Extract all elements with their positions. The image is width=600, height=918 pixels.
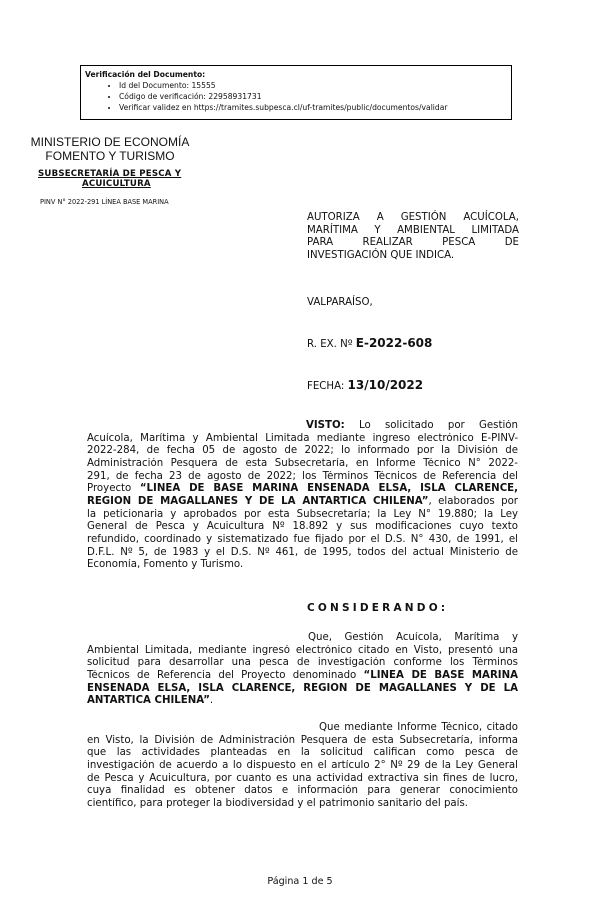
bold-text: “LÍNEA DE BASE MARINA ENSENADA ELSA, ISLA CLARENCE, — [139, 483, 518, 495]
text-line — [87, 632, 518, 645]
text-line — [87, 785, 518, 798]
text-line — [87, 773, 518, 786]
text: que las actividades planteadas en la solicitud califican como pesca de — [87, 747, 518, 759]
ministry-line-2: FOMENTO Y TURISMO — [45, 148, 175, 163]
considerando-paragraph-1 — [87, 632, 518, 708]
text-line — [87, 521, 518, 534]
resolution-date — [307, 378, 423, 392]
text: refundido, coordinado y sistematizado fue fijado por el D.S. N° 430, de 1991, el — [87, 533, 518, 545]
text-line — [87, 471, 518, 484]
text-line — [87, 547, 518, 560]
text: de Pesca y Acuicultura, por cuanto es una actividad extractiva sin fines de lucro, — [87, 772, 518, 784]
text: la peticionaria y aprobados por esta Subsecretaría; la Ley N° 19.880; la Ley — [87, 508, 518, 520]
text-line — [87, 458, 518, 471]
text: Lo solicitado por Gestión — [344, 420, 518, 431]
text: . — [209, 695, 214, 707]
page-number: Página 1 de 5 — [267, 876, 333, 887]
text-line — [87, 420, 518, 433]
text: científico, para proteger la biodiversidad y el patrimonio sanitario del país. — [87, 797, 469, 809]
authorize-line: MARÍTIMA Y AMBIENTAL LIMITADA — [307, 224, 519, 236]
text-line — [87, 534, 518, 547]
text: Técnicos de Referencia del Proyecto denominado — [87, 669, 364, 681]
text: Que, Gestión Acuícola, Marítima y — [308, 632, 518, 643]
text-line — [87, 735, 518, 748]
verification-url: • Verificar validez en https://tramites.subpesca.cl/uf-tramites/public/documentos/validar — [119, 102, 505, 113]
verification-id: • Id del Documento: 15555 — [119, 80, 505, 91]
text-line — [87, 657, 518, 670]
text-line — [87, 483, 518, 496]
verification-list — [85, 80, 505, 113]
text-line — [87, 645, 518, 658]
text-line — [87, 559, 518, 572]
text: en Visto, la División de Administración Pesquera de esta Subsecretaría, informa — [87, 734, 518, 746]
text: D.F.L. Nº 5, de 1983 y el D.S. Nº 461, de 1995, todos del actual Ministerio de — [87, 546, 518, 558]
text-line — [87, 496, 518, 509]
text: cuya finalidad es obtener datos e información para generar conocimiento — [87, 785, 518, 797]
verification-title: Verificación del Documento: — [85, 70, 206, 79]
text-line — [87, 798, 518, 811]
resolution-number — [307, 336, 432, 350]
text: Economía, Fomento y Turismo. — [87, 559, 244, 571]
text-line — [87, 433, 518, 446]
visto-paragraph — [87, 420, 518, 572]
bold-text: VISTO: — [306, 420, 345, 431]
text-line — [87, 683, 518, 696]
text: Proyecto — [87, 483, 140, 495]
text: Ambiental Limitada, mediante ingresó electrónico citado en Visto, presentó una — [87, 644, 518, 656]
text-line — [87, 670, 518, 683]
authorize-line: AUTORIZA A GESTIÓN ACUÍCOLA, — [307, 212, 519, 223]
text-line — [87, 760, 518, 773]
authorize-line: PARA REALIZAR PESCA DE — [307, 237, 519, 249]
text: Que mediante Informe Técnico, citado — [319, 722, 518, 733]
date-label: FECHA: — [307, 381, 345, 392]
subsec-line-2: ACUICULTURA — [82, 179, 151, 189]
text: Acuícola, Marítima y Ambiental Limitada mediante ingreso electrónico E-PINV- — [87, 432, 518, 444]
date-value: 13/10/2022 — [347, 378, 424, 392]
text: investigación de acuerdo a lo dispuesto en el artículo 2° Nº 29 de la Ley General — [87, 759, 518, 771]
text: solicitud para desarrollar una pesca de investigación conforme los Términos — [87, 657, 518, 669]
bold-text: “LÍNEA DE BASE MARINA — [363, 669, 518, 681]
verification-code: • Código de verificación: 22958931731 — [119, 91, 505, 102]
text-line — [87, 509, 518, 522]
text-line — [87, 722, 518, 735]
text: 2022-284, de fecha 05 de agosto de 2022; lo informado por la División de — [87, 445, 518, 457]
considerando-heading: CONSIDERANDO: — [307, 602, 449, 614]
text-line — [87, 747, 518, 760]
verification-box — [80, 65, 512, 120]
bold-text: REGIÓN DE MAGALLANES Y DE LA ANTÁRTICA CHILENA” — [87, 495, 429, 507]
subsec-line-1: SUBSECRETARÍA DE PESCA Y — [38, 169, 182, 179]
resolution-label: R. EX. Nº — [307, 339, 353, 350]
resolution-value: E-2022-608 — [355, 336, 433, 350]
ministry-line-1: MINISTERIO DE ECONOMÍA — [30, 135, 190, 149]
authorization-summary — [307, 212, 519, 263]
pinv-reference: PINV N° 2022-291 LÍNEA BASE MARINA — [40, 198, 169, 206]
ministry-heading — [20, 136, 200, 163]
bold-text: ANTÁRTICA CHILENA” — [87, 695, 210, 707]
considerando-paragraph-2 — [87, 722, 518, 811]
subsecretaria-heading — [38, 169, 208, 189]
text: 291, de fecha 23 de agosto de 2022; los Términos Técnicos de Referencia del — [87, 470, 518, 482]
text: General de Pesca y Acuicultura Nº 18.892 y sus modificaciones cuyo texto — [87, 521, 518, 533]
text-line — [87, 445, 518, 458]
text: Administración Pesquera de esta Subsecretaría, en Informe Técnico N° 2022- — [87, 457, 518, 469]
text: , elaborados por — [428, 495, 518, 507]
authorize-line: INVESTIGACIÓN QUE INDICA. — [307, 250, 455, 262]
bold-text: ENSENADA ELSA, ISLA CLARENCE, REGIÓN DE MAGALLANES Y DE LA — [87, 682, 518, 694]
text-line — [87, 695, 518, 708]
place: VALPARAÍSO, — [307, 297, 373, 308]
